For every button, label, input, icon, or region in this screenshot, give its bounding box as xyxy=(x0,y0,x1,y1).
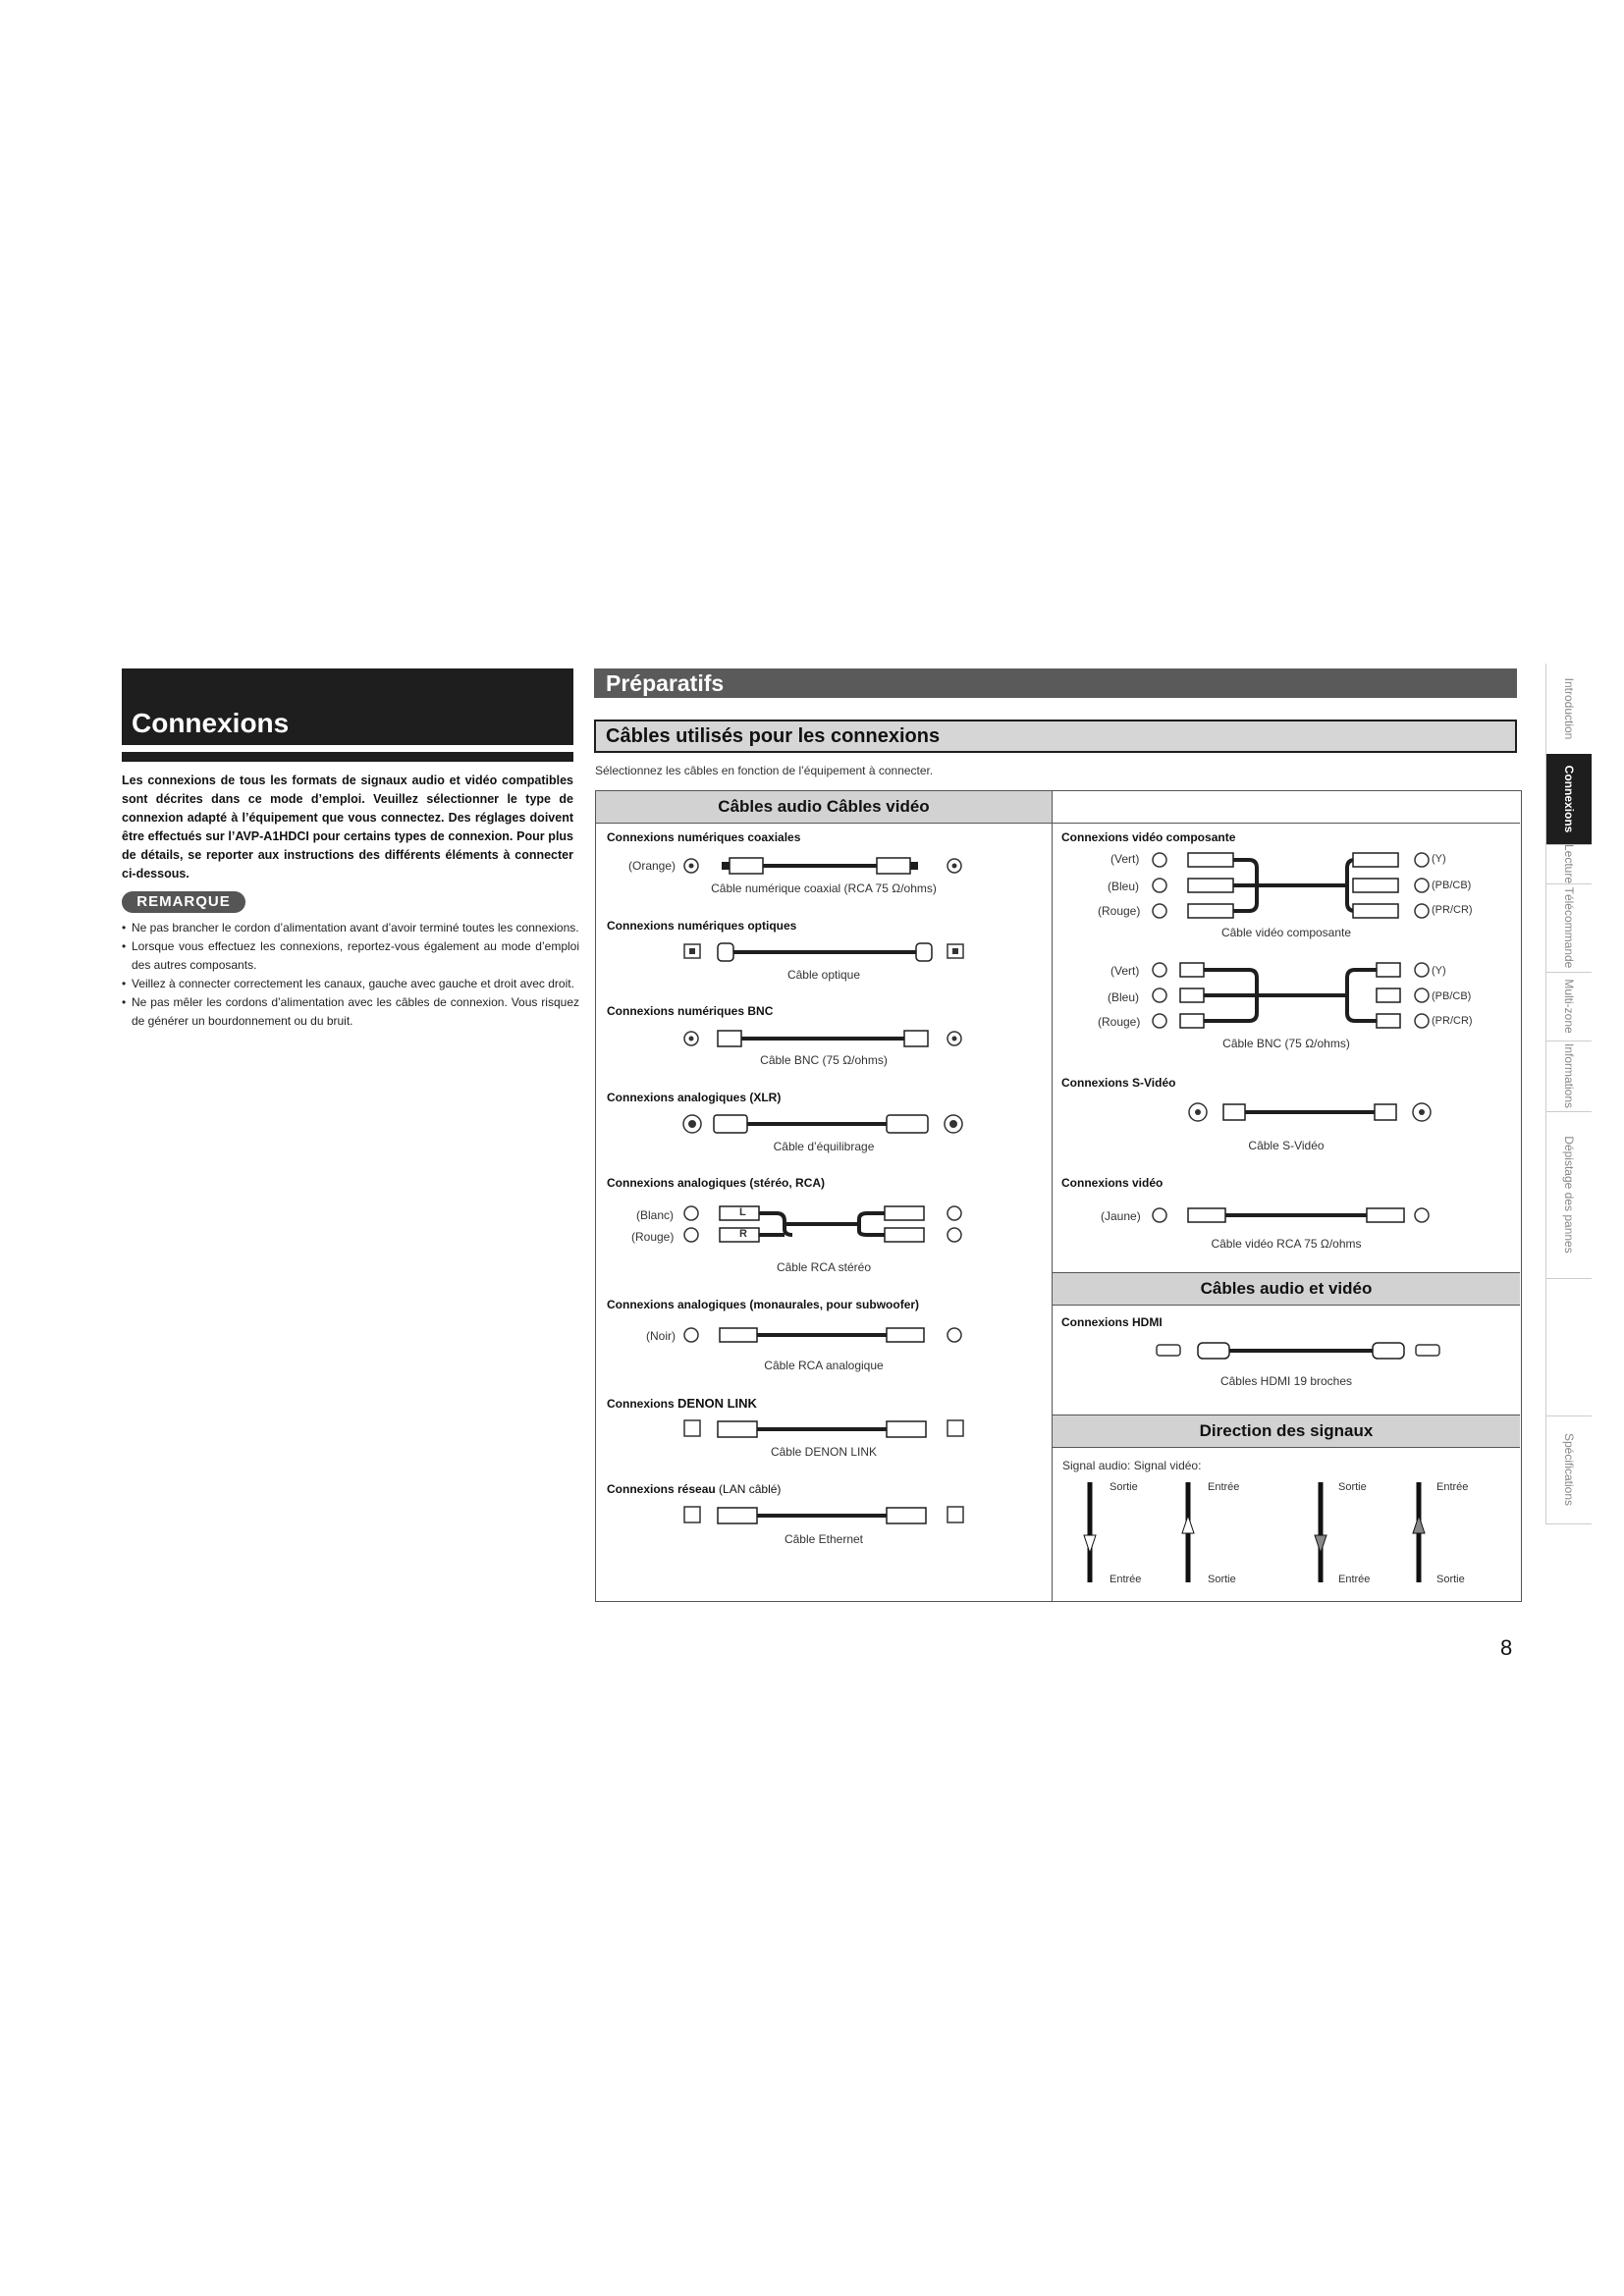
composite-cable-diagram xyxy=(1151,1203,1435,1227)
svideo-caption: Câble S-Vidéo xyxy=(1248,1139,1325,1152)
signal-header xyxy=(1053,1415,1520,1448)
xlr-cable-diagram xyxy=(682,1111,967,1137)
tab-informations[interactable] xyxy=(1545,1041,1592,1112)
audio-header xyxy=(596,791,1052,824)
lan-cable-diagram xyxy=(682,1504,967,1527)
tab-depistage-label: Dépistage des pannes xyxy=(1562,1136,1576,1254)
coax-title: Connexions numériques coaxiales xyxy=(607,830,801,844)
remarque-badge xyxy=(122,891,245,913)
stereo-tag-white: (Blanc) xyxy=(636,1208,675,1222)
tab-connexions[interactable] xyxy=(1545,754,1592,845)
composite-tag: (Jaune) xyxy=(1101,1209,1141,1223)
av-header-text: Câbles audio et vidéo xyxy=(1200,1279,1373,1298)
denon-cable-diagram xyxy=(682,1417,967,1441)
tab-telecommande[interactable] xyxy=(1545,883,1592,973)
composite-title: Connexions vidéo xyxy=(1061,1176,1164,1190)
section-bar xyxy=(594,668,1517,698)
connexions-title: Connexions xyxy=(132,708,290,738)
tab-multizone[interactable] xyxy=(1545,972,1592,1041)
lan-title-bold: Connexions réseau xyxy=(607,1482,716,1496)
instruction-text: Sélectionnez les câbles en fonction de l’équipement à connecter. xyxy=(595,764,934,777)
tab-telecommande-label: Télécommande xyxy=(1562,886,1576,969)
stereo-r-label: R xyxy=(739,1228,747,1240)
denon-caption: Câble DENON LINK xyxy=(770,1445,878,1459)
signal-2-out: Sortie xyxy=(1208,1574,1236,1585)
note-item: • Ne pas mêler les cordons d’alimentation avec les câbles de connexion. Vous risquez de générer un bourdonnement ou du bruit. xyxy=(122,993,579,1031)
signal-3-in: Entrée xyxy=(1338,1574,1371,1585)
optical-cable-diagram xyxy=(682,940,967,964)
tab-specifications-label: Spécifications xyxy=(1562,1432,1576,1507)
svideo-title: Connexions S-Vidéo xyxy=(1061,1076,1176,1090)
coax-caption: Câble numérique coaxial (RCA 75 Ω/ohms) xyxy=(711,881,937,895)
bnc-tag-blue: (Bleu) xyxy=(1108,990,1140,1004)
tab-lecture[interactable] xyxy=(1545,844,1592,884)
denon-title-bold: DENON LINK xyxy=(677,1396,757,1411)
stereo-title: Connexions analogiques (stéréo, RCA) xyxy=(607,1176,826,1190)
intro-text: Les connexions de tous les formats de signaux audio et vidéo compatibles sont décrites dans ce mode d’emploi. Veuillez sélectionner le type de connexion adapté à l’équipement que vous connectez. Des réglages doivent être effectués sur l’AVP-A1HDCI pour certains types de connexion. Pour plus de détails, se reporter aux instructions des différents éléments à connecter ci-dessous. xyxy=(122,774,573,881)
signal-1-out: Sortie xyxy=(1110,1481,1138,1493)
tab-blank xyxy=(1545,1278,1592,1416)
bnc-out-y: (Y) xyxy=(1432,965,1446,977)
component-caption: Câble vidéo composante xyxy=(1220,926,1352,939)
coax-tag: (Orange) xyxy=(628,859,677,873)
bnc-video-cable-diagram xyxy=(1151,958,1435,1033)
signal-directions-diagram xyxy=(1080,1478,1492,1586)
component-tag-red: (Rouge) xyxy=(1098,904,1141,918)
lan-caption: Câble Ethernet xyxy=(784,1532,864,1546)
signal-legend: Signal audio: Signal vidéo: xyxy=(1062,1459,1202,1472)
signal-3-out: Sortie xyxy=(1338,1481,1367,1493)
hdmi-cable-diagram xyxy=(1155,1339,1439,1362)
bnc-tag-green: (Vert) xyxy=(1110,964,1140,978)
tab-depistage[interactable] xyxy=(1545,1111,1592,1279)
bnc-tag-red: (Rouge) xyxy=(1098,1015,1141,1029)
component-title: Connexions vidéo composante xyxy=(1061,830,1236,844)
section-title: Préparatifs xyxy=(606,670,725,696)
connexions-title-bar xyxy=(122,668,573,745)
component-out-pb: (PB/CB) xyxy=(1432,880,1472,891)
component-tag-green: (Vert) xyxy=(1110,852,1140,866)
mono-cable-diagram xyxy=(682,1323,967,1347)
bnc-title: Connexions numériques BNC xyxy=(607,1004,774,1018)
signal-header-text: Direction des signaux xyxy=(1199,1421,1374,1440)
tab-connexions-label: Connexions xyxy=(1562,765,1576,833)
denon-title xyxy=(607,1396,757,1411)
lan-title-note: (LAN câblé) xyxy=(719,1482,782,1496)
component-out-y: (Y) xyxy=(1432,853,1446,865)
optical-caption: Câble optique xyxy=(786,968,861,982)
stereo-l-label: L xyxy=(739,1206,746,1218)
lan-title xyxy=(607,1482,781,1496)
component-tag-blue: (Bleu) xyxy=(1108,880,1140,893)
stereo-caption: Câble RCA stéréo xyxy=(776,1260,872,1274)
component-cable-diagram xyxy=(1151,848,1435,923)
title-underline xyxy=(122,752,573,762)
audio-header-text: Câbles audio Câbles vidéo xyxy=(718,797,930,816)
xlr-caption: Câble d’équilibrage xyxy=(773,1140,875,1153)
bnc-cable-diagram xyxy=(682,1027,967,1050)
tab-specifications[interactable] xyxy=(1545,1415,1592,1524)
svideo-cable-diagram xyxy=(1188,1099,1434,1125)
hdmi-title: Connexions HDMI xyxy=(1061,1315,1163,1329)
signal-1-in: Entrée xyxy=(1110,1574,1142,1585)
tab-multizone-label: Multi-zone xyxy=(1562,979,1576,1034)
xlr-title: Connexions analogiques (XLR) xyxy=(607,1091,782,1104)
tab-introduction[interactable] xyxy=(1545,664,1592,755)
signal-4-in: Entrée xyxy=(1436,1481,1469,1493)
subsection-bar xyxy=(594,720,1517,753)
signal-2-in: Entrée xyxy=(1208,1481,1240,1493)
bnc-video-caption: Câble BNC (75 Ω/ohms) xyxy=(1222,1037,1350,1050)
note-item: • Lorsque vous effectuez les connexions, reportez-vous également au mode d’emploi des autres composants. xyxy=(122,937,579,975)
coax-cable-diagram xyxy=(682,854,967,878)
optical-title: Connexions numériques optiques xyxy=(607,919,797,933)
subsection-title: Câbles utilisés pour les connexions xyxy=(606,725,941,747)
tab-lecture-label: Lecture xyxy=(1562,843,1576,884)
mono-title: Connexions analogiques (monaurales, pour subwoofer) xyxy=(607,1298,920,1311)
stereo-tag-red: (Rouge) xyxy=(631,1230,675,1244)
tab-introduction-label: Introduction xyxy=(1562,677,1576,740)
bnc-out-pr: (PR/CR) xyxy=(1432,1015,1473,1027)
mono-caption: Câble RCA analogique xyxy=(764,1359,884,1372)
mono-tag: (Noir) xyxy=(646,1329,676,1343)
table-divider xyxy=(1052,790,1053,1601)
bnc-out-pb: (PB/CB) xyxy=(1432,990,1472,1002)
note-item: • Ne pas brancher le cordon d’alimentation avant d’avoir terminé toutes les connexions. xyxy=(122,919,579,937)
av-header xyxy=(1053,1272,1520,1306)
notes-list xyxy=(122,919,579,1031)
tab-informations-label: Informations xyxy=(1562,1042,1576,1109)
page-number: 8 xyxy=(1500,1635,1513,1660)
stereo-cable-diagram xyxy=(682,1203,967,1247)
component-out-pr: (PR/CR) xyxy=(1432,904,1473,916)
bnc-caption: Câble BNC (75 Ω/ohms) xyxy=(760,1053,888,1067)
note-item: • Veillez à connecter correctement les canaux, gauche avec gauche et droit avec droit. xyxy=(122,975,579,993)
signal-4-out: Sortie xyxy=(1436,1574,1465,1585)
hdmi-caption: Câbles HDMI 19 broches xyxy=(1219,1374,1353,1388)
video-header-blank xyxy=(1053,791,1520,824)
denon-title-prefix: Connexions xyxy=(607,1397,678,1411)
composite-caption: Câble vidéo RCA 75 Ω/ohms xyxy=(1211,1237,1362,1251)
remarque-label: REMARQUE xyxy=(136,893,231,910)
